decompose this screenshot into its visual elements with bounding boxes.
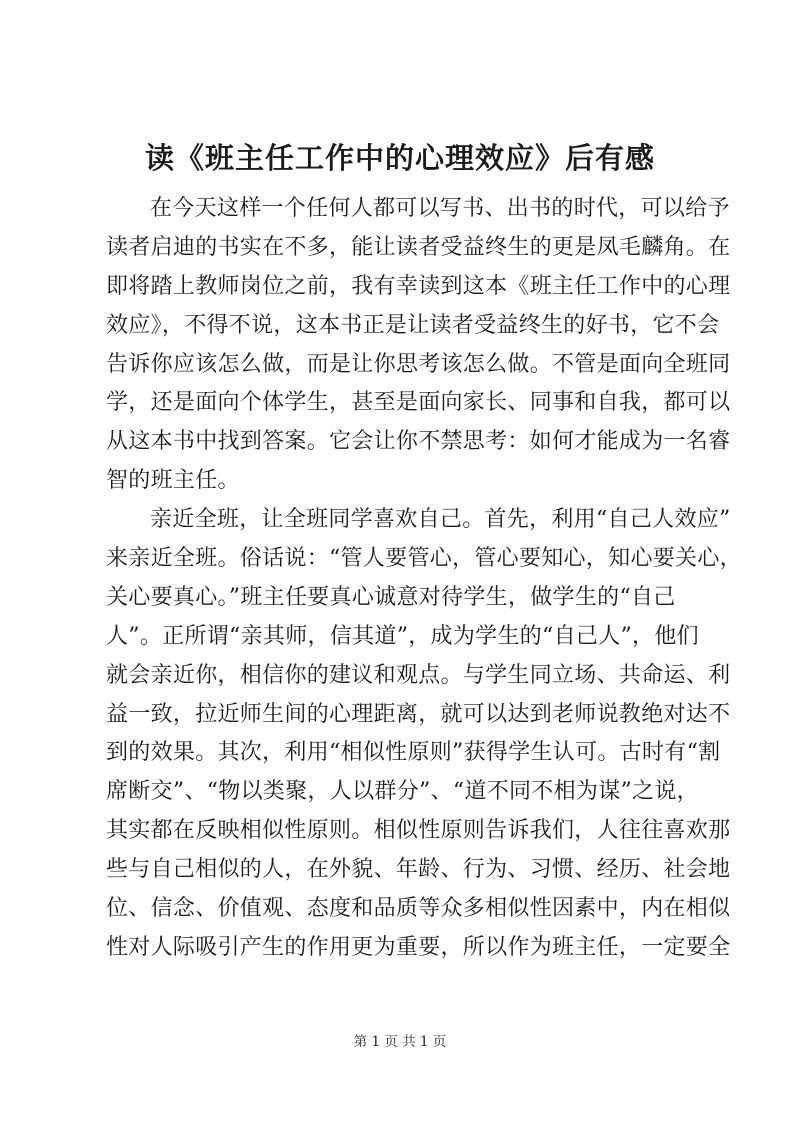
paragraph-1-line-2: 读者启迪的书实在不多，能让读者受益终生的更是凤毛麟角。在 [106,234,731,260]
paragraph-2-line-5: 就会亲近你，相信你的建议和观点。与学生同立场、共命运、利 [106,662,731,688]
paragraph-2-line-7: 到的效果。其次，利用“相似性原则”获得学生认可。古时有“割 [106,740,721,766]
paragraph-1-line-5: 告诉你应该怎么做，而是让你思考该怎么做。不管是面向全班同 [106,351,731,377]
paragraph-2-line-3: 关心要真心。”班主任要真心诚意对待学生，做学生的“自己 [106,584,676,610]
paragraph-2-line-10: 些与自己相似的人，在外貌、年龄、行为、习惯、经历、社会地 [106,857,731,883]
paragraph-1-line-7: 从这本书中找到答案。它会让你不禁思考：如何才能成为一名睿 [106,429,731,455]
paragraph-1-line-6: 学，还是面向个体学生，甚至是面向家长、同事和自我，都可以 [106,390,731,416]
paragraph-2-line-9: 其实都在反映相似性原则。相似性原则告诉我们，人往往喜欢那 [106,818,731,844]
paragraph-1-line-1: 在今天这样一个任何人都可以写书、出书的时代，可以给予 [150,196,730,221]
paragraph-2-line-1: 亲近全班，让全班同学喜欢自己。首先，利用“自己人效应” [150,507,731,533]
document-body [106,190,742,968]
paragraph-1-line-4: 效应》，不得不说，这本书正是让读者受益终生的好书，它不会 [106,312,720,338]
paragraph-2-line-2: 来亲近全班。俗话说：“管人要管心，管心要知心，知心要关心， [106,546,742,572]
paragraph-1-line-3: 即将踏上教师岗位之前，我有幸读到这本《班主任工作中的心理 [106,273,731,299]
paragraph-2-line-12: 性对人际吸引产生的作用更为重要，所以作为班主任，一定要全 [106,934,731,960]
paragraph-2-line-8: 席断交”、“物以类聚，人以群分”、“道不同不相为谋”之说， [106,779,699,805]
paragraph-2-line-11: 位、信念、价值观、态度和品质等众多相似性因素中，内在相似 [106,896,731,922]
paragraph-2-line-6: 益一致，拉近师生间的心理距离，就可以达到老师说教绝对达不 [106,701,731,727]
paragraph-1-line-8: 智的班主任。 [106,468,240,494]
page-number-footer: 第 1 页 共 1 页 [353,1034,447,1050]
document-title: 读《班主任工作中的心理效应》后有感 [144,141,655,175]
paragraph-2-line-4: 人”。正所谓“亲其师，信其道”，成为学生的“自己人”，他们 [106,623,699,649]
